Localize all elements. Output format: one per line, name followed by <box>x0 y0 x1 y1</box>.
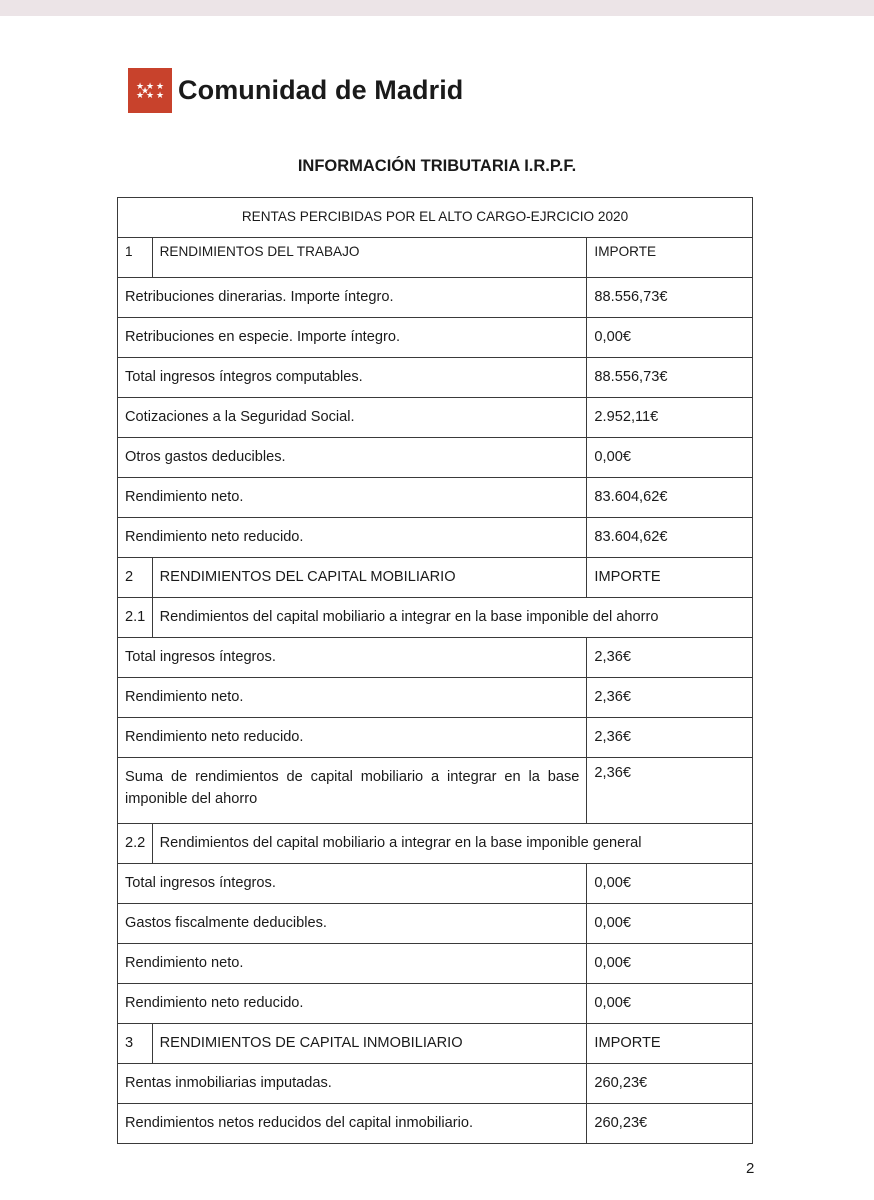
row-label: Total ingresos íntegros. <box>118 638 587 678</box>
section-number: 3 <box>118 1024 153 1064</box>
subsection-header-row <box>118 824 753 864</box>
row-amount: 2,36€ <box>587 758 753 824</box>
row-amount: 0,00€ <box>587 984 753 1024</box>
svg-text:★: ★ <box>155 91 165 101</box>
subsection-number: 2.1 <box>118 598 153 638</box>
madrid-flag-icon <box>128 68 172 113</box>
table-row <box>118 1104 753 1144</box>
row-amount: 0,00€ <box>587 864 753 904</box>
table-row <box>118 904 753 944</box>
svg-text:★: ★ <box>145 91 155 101</box>
amount-column-header: IMPORTE <box>587 238 753 278</box>
svg-text:★: ★ <box>135 91 145 101</box>
row-amount: 88.556,73€ <box>587 358 753 398</box>
table-row <box>118 478 753 518</box>
table-row <box>118 864 753 904</box>
table-row <box>118 758 753 824</box>
row-amount: 260,23€ <box>587 1064 753 1104</box>
table-row <box>118 398 753 438</box>
table-row <box>118 638 753 678</box>
table-row <box>118 718 753 758</box>
table-caption: RENTAS PERCIBIDAS POR EL ALTO CARGO-EJRCICIO 2020 <box>118 198 753 238</box>
subsection-heading: Rendimientos del capital mobiliario a integrar en la base imponible general <box>152 824 752 864</box>
irpf-income-table <box>117 197 753 1144</box>
section-number: 1 <box>118 238 153 278</box>
row-amount: 0,00€ <box>587 944 753 984</box>
section-number: 2 <box>118 558 153 598</box>
row-amount: 0,00€ <box>587 318 753 358</box>
row-label: Suma de rendimientos de capital mobiliario a integrar en la base imponible del ahorro <box>118 758 587 824</box>
subsection-header-row <box>118 598 753 638</box>
row-amount: 0,00€ <box>587 904 753 944</box>
scan-top-strip <box>0 0 874 16</box>
table-row <box>118 1064 753 1104</box>
document-title: INFORMACIÓN TRIBUTARIA I.R.P.F. <box>297 157 577 175</box>
section-header-row <box>118 238 753 278</box>
section-header-row <box>118 1024 753 1064</box>
table-row <box>118 984 753 1024</box>
section-heading: RENDIMIENTOS DEL CAPITAL MOBILIARIO <box>152 558 587 598</box>
table-row <box>118 358 753 398</box>
row-amount: 83.604,62€ <box>587 518 753 558</box>
table-row <box>118 278 753 318</box>
row-amount: 83.604,62€ <box>587 478 753 518</box>
logo-text: Comunidad de Madrid <box>178 75 464 105</box>
row-label: Otros gastos deducibles. <box>118 438 587 478</box>
row-label: Rendimiento neto reducido. <box>118 718 587 758</box>
table-row <box>118 438 753 478</box>
row-label: Total ingresos íntegros. <box>118 864 587 904</box>
section-heading: RENDIMIENTOS DE CAPITAL INMOBILIARIO <box>152 1024 587 1064</box>
row-label: Retribuciones dinerarias. Importe íntegro. <box>118 278 587 318</box>
row-label: Rentas inmobiliarias imputadas. <box>118 1064 587 1104</box>
table-row <box>118 318 753 358</box>
row-label: Rendimiento neto. <box>118 678 587 718</box>
subsection-number: 2.2 <box>118 824 153 864</box>
subsection-heading: Rendimientos del capital mobiliario a integrar en la base imponible del ahorro <box>152 598 752 638</box>
page-number: 2 <box>746 1160 755 1177</box>
row-amount: 260,23€ <box>587 1104 753 1144</box>
table-row <box>118 518 753 558</box>
amount-column-header: IMPORTE <box>587 558 753 598</box>
svg-text:★: ★ <box>155 82 165 92</box>
svg-text:★: ★ <box>135 82 145 92</box>
row-label: Rendimiento neto reducido. <box>118 518 587 558</box>
row-amount: 0,00€ <box>587 438 753 478</box>
row-label: Rendimiento neto. <box>118 478 587 518</box>
comunidad-de-madrid-logo <box>128 68 463 113</box>
amount-column-header: IMPORTE <box>587 1024 753 1064</box>
row-label: Cotizaciones a la Seguridad Social. <box>118 398 587 438</box>
row-amount: 2.952,11€ <box>587 398 753 438</box>
section-header-row <box>118 558 753 598</box>
row-label: Total ingresos íntegros computables. <box>118 358 587 398</box>
row-label: Rendimiento neto reducido. <box>118 984 587 1024</box>
row-label: Rendimientos netos reducidos del capital inmobiliario. <box>118 1104 587 1144</box>
row-amount: 2,36€ <box>587 718 753 758</box>
table-row <box>118 678 753 718</box>
section-heading: RENDIMIENTOS DEL TRABAJO <box>152 238 587 278</box>
svg-text:★: ★ <box>140 86 150 97</box>
row-label: Rendimiento neto. <box>118 944 587 984</box>
row-amount: 2,36€ <box>587 638 753 678</box>
table-caption-row <box>118 198 753 238</box>
table-row <box>118 944 753 984</box>
row-label: Gastos fiscalmente deducibles. <box>118 904 587 944</box>
svg-text:★: ★ <box>145 82 155 92</box>
row-label: Retribuciones en especie. Importe íntegro. <box>118 318 587 358</box>
row-amount: 2,36€ <box>587 678 753 718</box>
row-amount: 88.556,73€ <box>587 278 753 318</box>
